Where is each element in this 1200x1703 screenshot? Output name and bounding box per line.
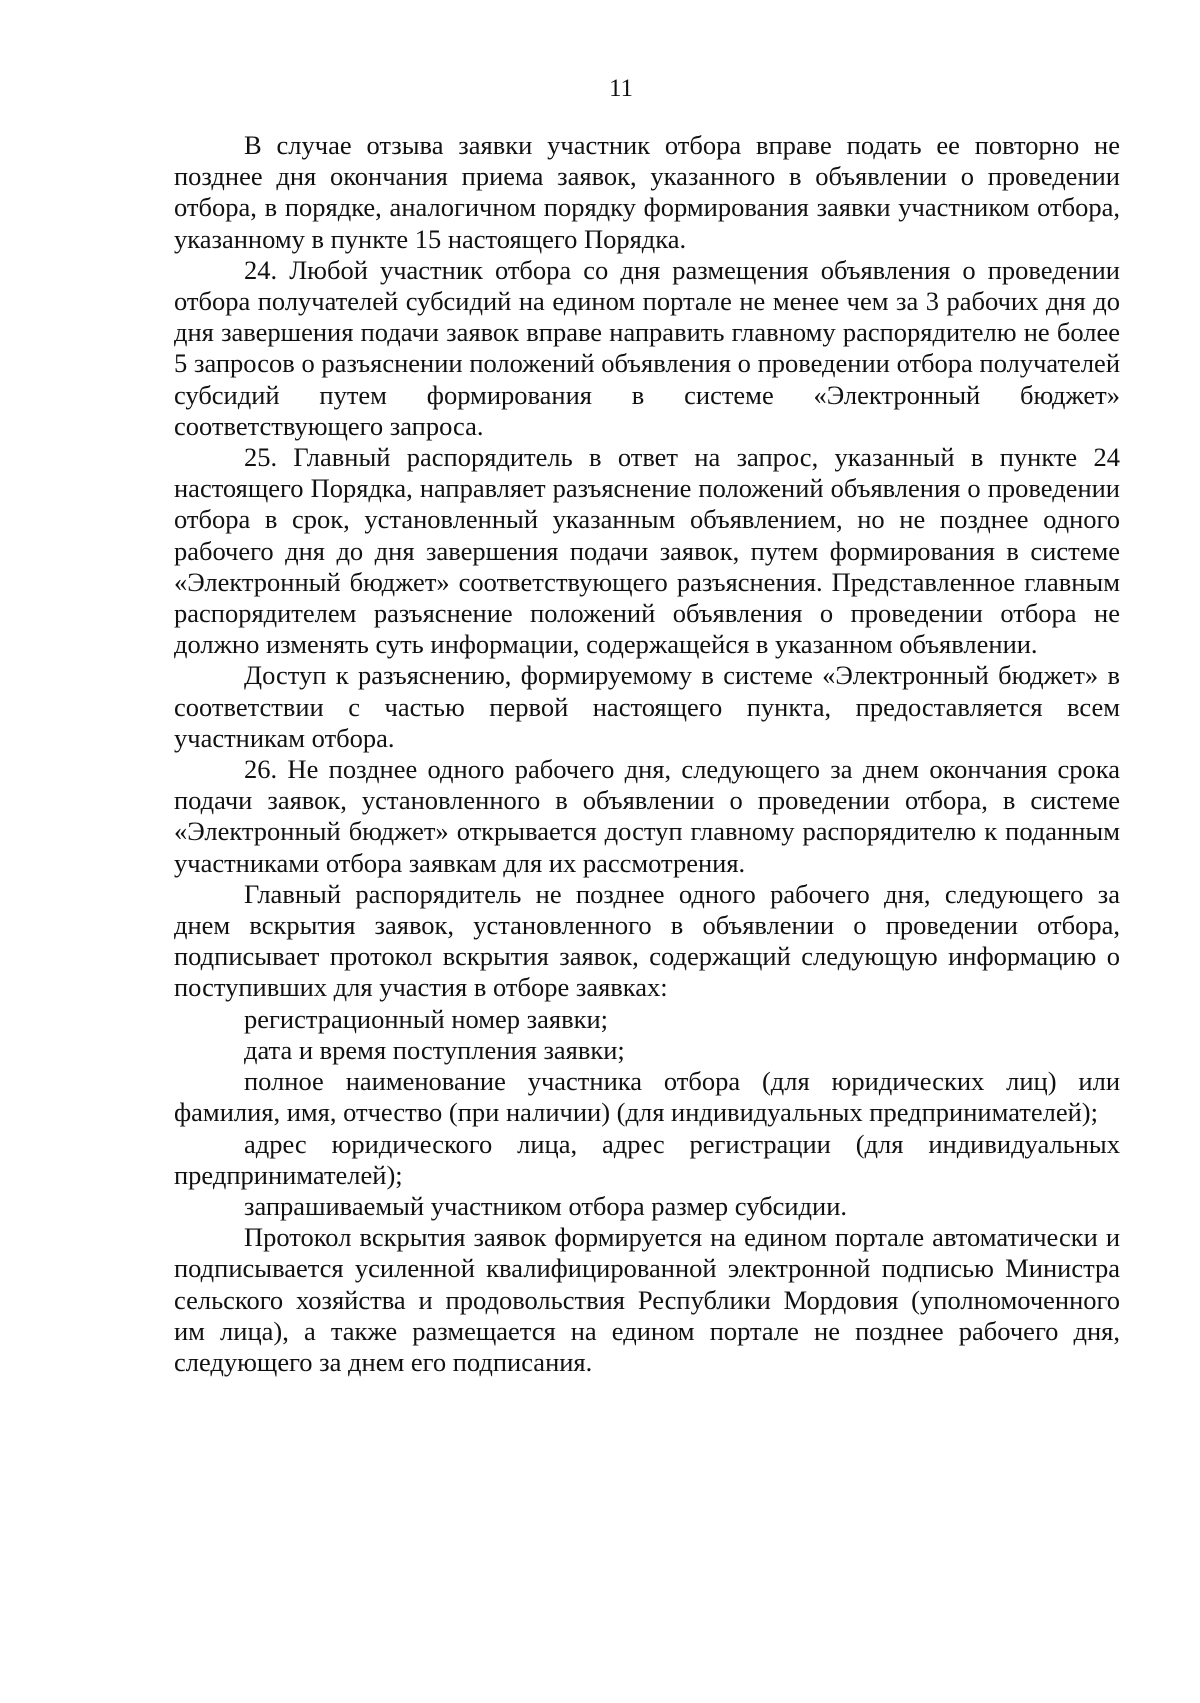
paragraph-opening-protocol: Главный распорядитель не позднее одного рабочего дня, следующего за днем вскрытия заявок, установленного в объявлении о проведении отбора, подписывает протокол вскрытия заявок, содержащий следующую информацию о поступивших для участия в отборе заявках: bbox=[174, 878, 1120, 1003]
paragraph-25-clarification-response: 25. Главный распорядитель в ответ на запрос, указанный в пункте 24 настоящего Порядка, направляет разъяснение положений объявления о проведении отбора в срок, установленный указанным объявлением, но не позднее одного рабочего дня до дня завершения подачи заявок, путем формирования в системе «Электронный бюджет» соответствующего разъяснения. Представленное главным распорядителем разъяснение положений объявления о проведении отбора не должно изменять суть информации, содержащейся в указанном объявлении. bbox=[174, 442, 1120, 660]
list-item-registration-number: регистрационный номер заявки; bbox=[244, 1003, 609, 1034]
paragraph-withdrawal-resubmission: В случае отзыва заявки участник отбора вправе подать ее повторно не позднее дня окончания приема заявок, указанного в объявлении о проведении отбора, в порядке, аналогичном порядку формирования заявки участником отбора, указанному в пункте 15 настоящего Порядка. bbox=[174, 130, 1120, 254]
paragraph-clarification-access: Доступ к разъяснению, формируемому в системе «Электронный бюджет» в соответствии с частью первой настоящего пункта, предоставляется всем участникам отбора. bbox=[174, 660, 1120, 753]
list-item-participant-name: полное наименование участника отбора (для юридических лиц) или фамилия, имя, отчество (при наличии) (для индивидуальных предпринимателей); bbox=[174, 1066, 1120, 1128]
list-item-receipt-datetime: дата и время поступления заявки; bbox=[244, 1034, 625, 1065]
list-item-subsidy-amount: запрашиваемый участником отбора размер субсидии. bbox=[244, 1190, 848, 1221]
paragraph-26-access-to-applications: 26. Не позднее одного рабочего дня, следующего за днем окончания срока подачи заявок, установленного в объявлении о проведении отбора, в системе «Электронный бюджет» открывается доступ главному распорядителю к поданным участниками отбора заявкам для их рассмотрения. bbox=[174, 754, 1120, 878]
list-item-address: адрес юридического лица, адрес регистрации (для индивидуальных предпринимателей); bbox=[174, 1128, 1120, 1190]
document-body bbox=[174, 130, 1120, 1378]
page-number: 11 bbox=[608, 75, 634, 102]
paragraph-protocol-signing: Протокол вскрытия заявок формируется на едином портале автоматически и подписывается усиленной квалифицированной электронной подписью Министра сельского хозяйства и продовольствия Республики Мордовия (уполномоченного им лица), а также размещается на едином портале не позднее рабочего дня, следующего за днем его подписания. bbox=[174, 1222, 1120, 1377]
paragraph-24-clarification-requests: 24. Любой участник отбора со дня размещения объявления о проведении отбора получателей субсидий на едином портале не менее чем за 3 рабочих дня до дня завершения подачи заявок вправе направить главному распорядителю не более 5 запросов о разъяснении положений объявления о проведении отбора получателей субсидий путем формирования в системе «Электронный бюджет» соответствующего запроса. bbox=[174, 254, 1120, 441]
